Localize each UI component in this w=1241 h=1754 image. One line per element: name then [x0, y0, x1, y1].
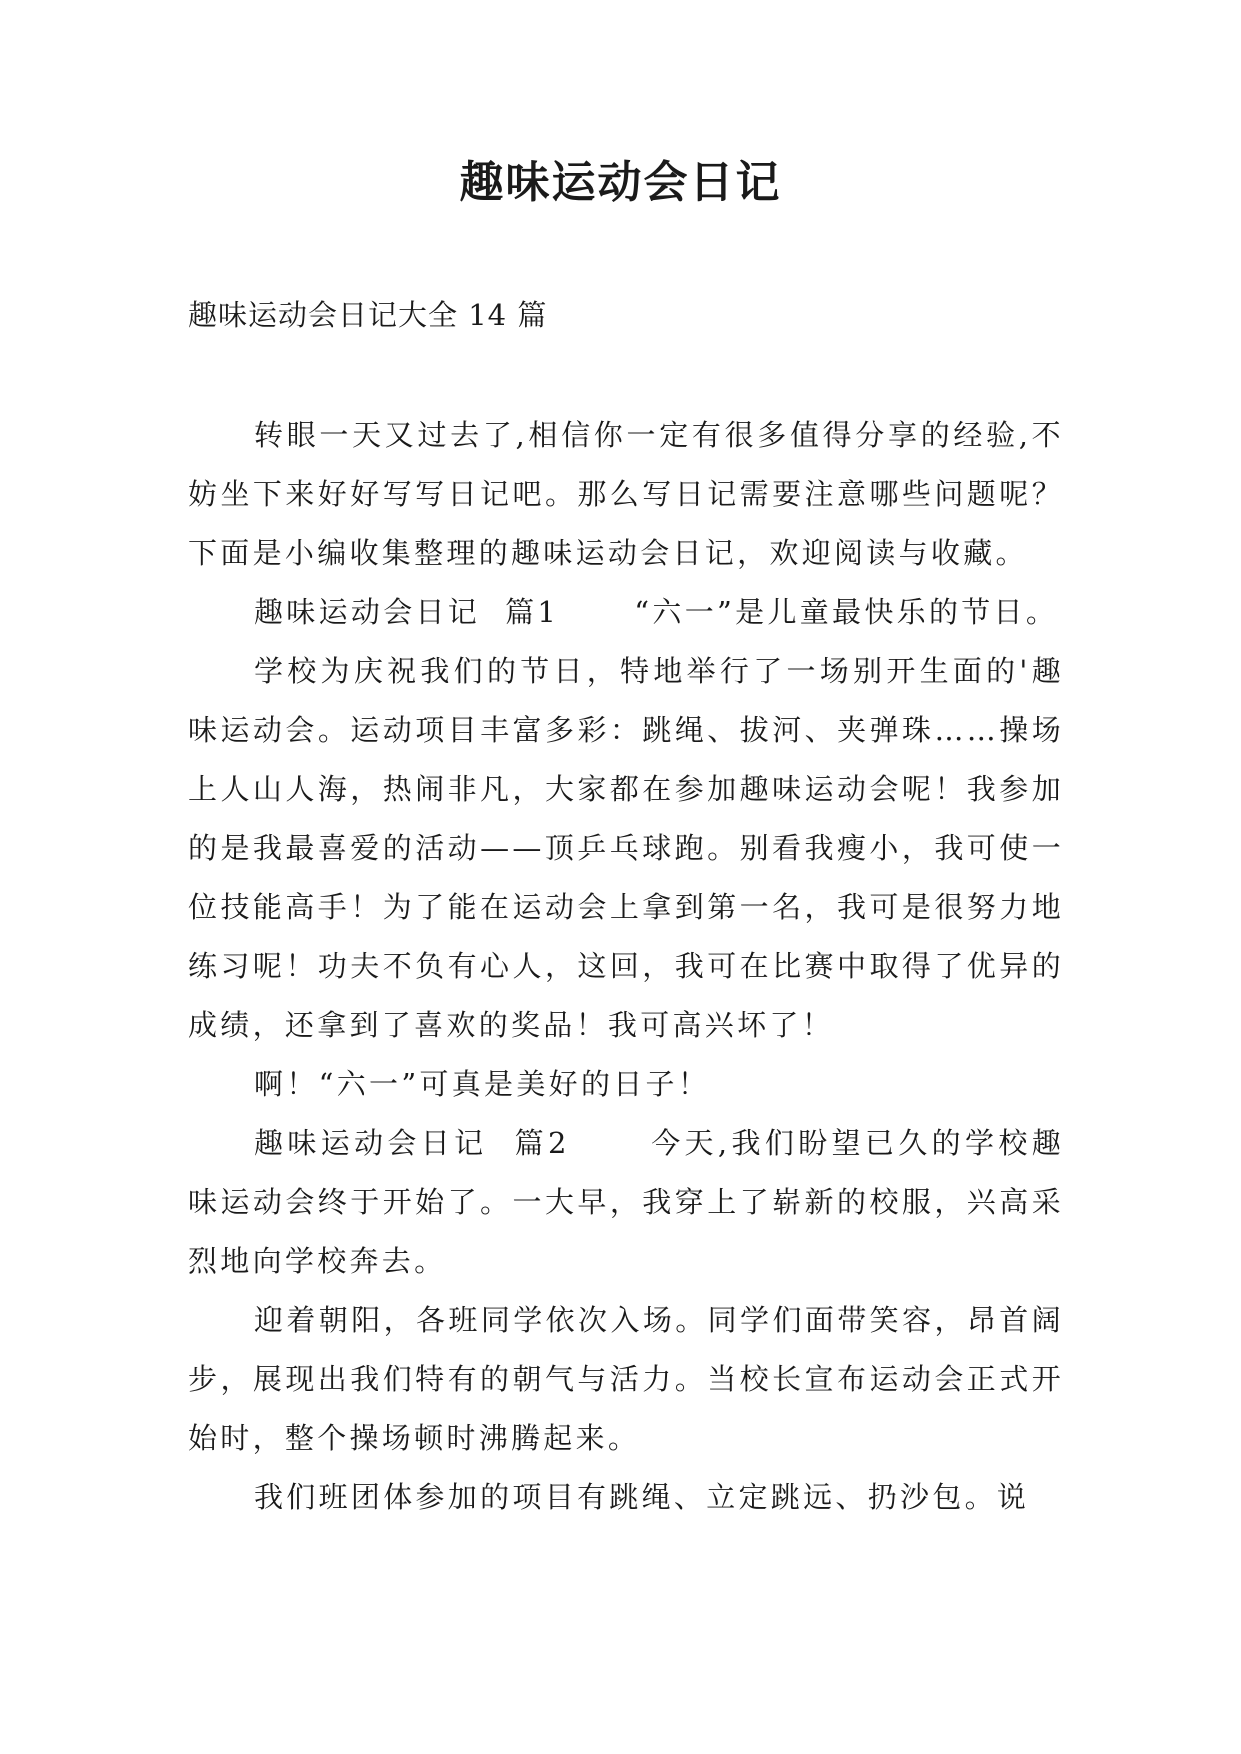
paragraph-entry-1-body: 学校为庆祝我们的节日，特地举行了一场别开生面的'趣味运动会。运动项目丰富多彩：跳绳、拔河、夹弹珠……操场上人山人海，热闹非凡，大家都在参加趣味运动会呢！我参加的是我最喜爱的活动——顶乒乓球跑。别看我瘦小，我可使一位技能高手！为了能在运动会上拿到第一名，我可是很努力地练习呢！功夫不负有心人，这回，我可在比赛中取得了优异的成绩，还拿到了喜欢的奖品！我可高兴坏了！	[188, 654, 1064, 1042]
paragraph-intro: 转眼一天又过去了,相信你一定有很多值得分享的经验,不妨坐下来好好写写日记吧。那么写日记需要注意哪些问题呢？下面是小编收集整理的趣味运动会日记，欢迎阅读与收藏。	[188, 418, 1064, 570]
paragraph-entry-1-closing: 啊！“六一”可真是美好的日子！	[254, 1067, 711, 1101]
document-title: 趣味运动会日记	[459, 157, 782, 208]
paragraph-entry-1-heading: 趣味运动会日记 篇1 “六一”是儿童最快乐的节日。	[254, 595, 1059, 629]
document-subtitle: 趣味运动会日记大全 14 篇	[188, 298, 548, 332]
paragraph-entry-2-continued: 我们班团体参加的项目有跳绳、立定跳远、扔沙包。说	[254, 1480, 1030, 1514]
paragraph-entry-2-heading: 趣味运动会日记 篇2 今天,我们盼望已久的学校趣味运动会终于开始了。一大早，我穿上了崭新的校服，兴高采烈地向学校奔去。	[188, 1126, 1064, 1278]
document-body	[188, 406, 1064, 1527]
paragraph-entry-2-body: 迎着朝阳，各班同学依次入场。同学们面带笑容，昂首阔步，展现出我们特有的朝气与活力。当校长宣布运动会正式开始时，整个操场顿时沸腾起来。	[188, 1303, 1064, 1455]
